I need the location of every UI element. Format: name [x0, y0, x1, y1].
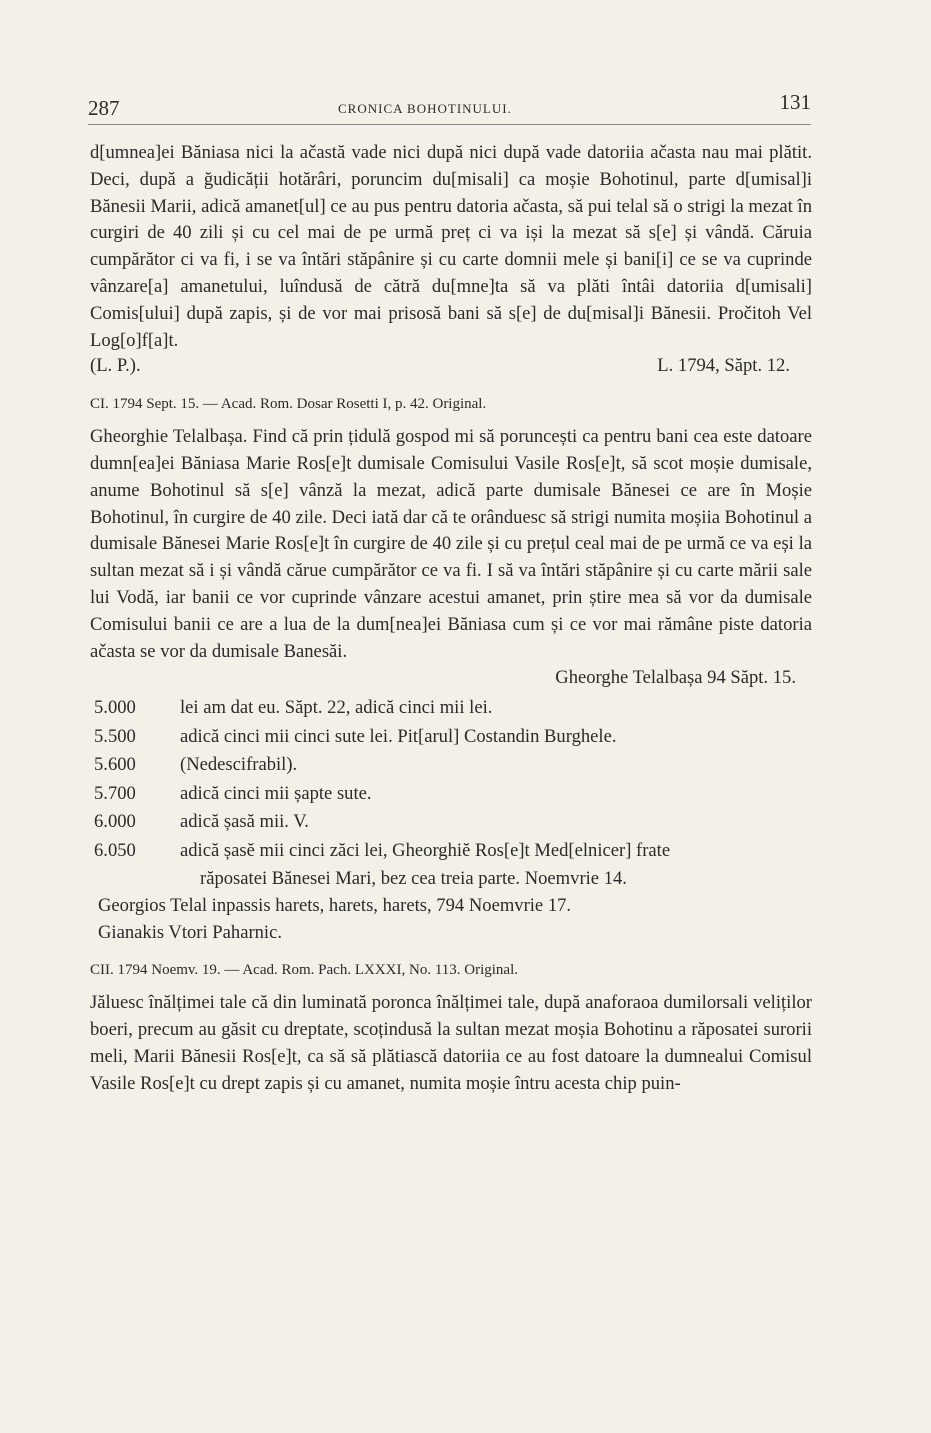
ledger-text: adică cinci mii șapte sute. — [180, 782, 372, 804]
ledger-amount: 5.600 — [94, 754, 136, 776]
ledger-amount: 5.000 — [94, 697, 136, 719]
ledger-text: lei am dat eu. Săpt. 22, adică cinci mii lei. — [180, 697, 493, 719]
ledger-row — [90, 837, 812, 866]
gianakis-line: Gianakis Vtori Paharnic. — [98, 922, 283, 944]
document-citation-ci: CI. 1794 Sept. 15. — Acad. Rom. Dosar Rosetti I, p. 42. Original. — [90, 396, 487, 413]
running-title: CRONICA BOHOTINULUI. — [338, 101, 512, 116]
ledger-row — [90, 780, 812, 809]
page-number-left: 287 — [88, 96, 120, 120]
page-body — [90, 140, 812, 1097]
ledger-text: (Nedescifrabil). — [180, 754, 298, 776]
ledger-row — [90, 694, 812, 723]
seal-mark: (L. P.). — [90, 355, 141, 377]
ledger-text: adică șasă mii. V. — [180, 811, 309, 833]
ledger-row — [90, 751, 812, 780]
ledger-row — [90, 723, 812, 752]
page-number-right: 131 — [779, 90, 811, 114]
ledger-amount: 6.000 — [94, 811, 136, 833]
paragraph-2: Gheorghie Telalbașa. Find că prin țidulă gospod mi să poruncești ca pentru bani cea este datoare dumn[ea]ei Băniasa Marie Ros[e]t dumisale Comisului Vasile Ros[e]t, să scot moșie dumisale, anume Bohotinul să s[e] vânză la mezat, adică parte dumisale Bănesei ce are în Moșie Bohotinul, în curgire de 40 zile. Deci iată dar că te orânduesc să strigi numita moșiia Bohotinul a dumisale Bănesei Marie Ros[e]t în curgire de 40 zile și cu prețul ceal mai de pe urmă ce va eși la sultan mezat să i și vândă cărue cumpărător ce va fi. I să va întări stăpânire și cu carte mării sale lui Vodă, iar banii ce vor cuprinde vânzare acestui amanet, prin știre mea să vor da dumisale Comisului banii ce are a lua de la dum[nea]ei Băniasa cum și ce vor mai rămâne piste datoria ačasta se vor da dumisale Banesăi. — [90, 426, 812, 662]
ledger-row — [90, 808, 812, 837]
georgios-line: Georgios Telal inpassis harets, harets, harets, 794 Noemvrie 17. — [98, 895, 572, 917]
seal-date: L. 1794, Săpt. 12. — [657, 355, 790, 377]
seal-line — [90, 353, 812, 380]
paragraph-3: Jăluesc înălțimei tale că din luminată poronca înălțimei tale, după anaforaoa dumilorsali veliților boeri, precum au găsit cu dreptate, scoțindusă la sultan mezat moșia Bohotinu a răposatei surorii meli, Marii Bănesii Ros[e]t, ca să să plătiască datoriia ce au fost datoare la dumnealui Comisul Vasile Ros[e]t cu drept zapis și cu amanet, numita moșie întru acesta chip puin- — [90, 992, 812, 1094]
ledger-text: adică șasĕ mii cinci zăci lei, Gheorghiĕ Ros[e]t Med[elnicer] frate — [180, 839, 671, 861]
ledger-amount: 6.050 — [94, 839, 136, 861]
ledger-text: adică cinci mii cinci sute lei. Pit[arul] Costandin Burghele. — [180, 725, 617, 747]
ledger-continuation: răposatei Bănesei Mari, bez cea treia parte. Noemvrie 14. — [200, 868, 627, 890]
ledger-amount: 5.700 — [94, 782, 136, 804]
paragraph-1: d[umnea]ei Băniasa nici la ačastă vade nici după nici după vade datoriia ačasta nau mai plătit. Deci, după a ğudicății hotărâri, poruncim du[misali] ca moșie Bohotinul, parte d[umisal]i Bănesii Marii, adică amanet[ul] ce au pus pentru datoria ačasta, să pui telal să o strigi la mezat în curgiri de 40 zili și cu cel mai de pe urmă preț ci va iși la mezat să s[e] și vândă. Căruia cumpărător ci va fi, i se va întări stăpânire și cu carte domnii mele și bani[i] ce se va cuprinde vânzare[a] amanetului, luîndusă de cătră du[mne]ta să va plăti întâi datoriia d[umisali] Comis[ului] după zapis, și de vor mai prisosă bani să s[e] de du[misal]i Bănesii. Pročitoh Vel Log[o]f[a]t. — [90, 142, 812, 351]
document-citation-cii: CII. 1794 Noemv. 19. — Acad. Rom. Pach. LXXXI, No. 113. Original. — [90, 962, 518, 979]
ledger-amount: 5.500 — [94, 725, 136, 747]
payment-ledger — [90, 694, 812, 946]
running-header — [88, 88, 811, 125]
signature-telalbasa: Gheorghe Telalbașa 94 Săpt. 15. — [555, 667, 796, 689]
